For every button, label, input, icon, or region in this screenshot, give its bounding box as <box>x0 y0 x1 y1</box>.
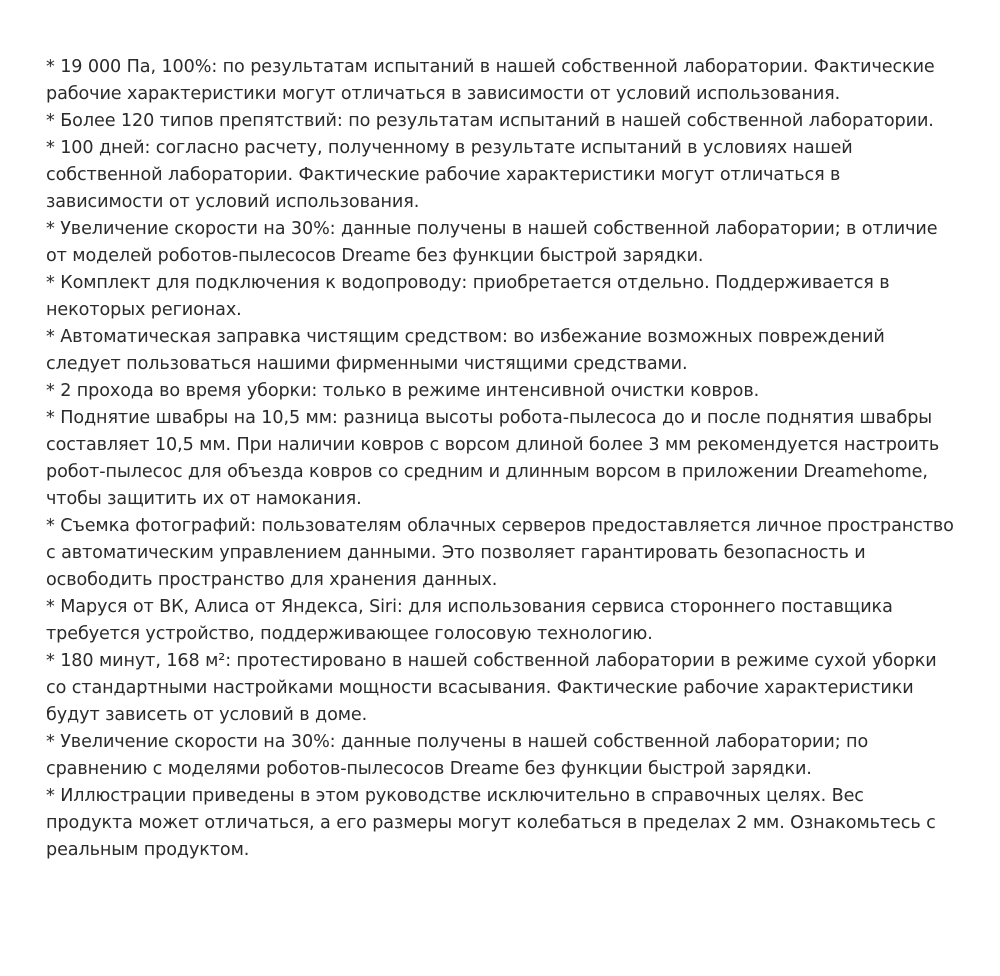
footnote-auto-detergent: * Автоматическая заправка чистящим средством: во избежание возможных повреждений следует пользоваться нашими фирменными чистящими средствами. <box>46 327 885 374</box>
footnote-voice-assistants: * Маруся от ВК, Алиса от Яндекса, Siri: для использования сервиса стороннего поставщика требуется устройство, поддерживающее голосовую технологию. <box>46 597 893 644</box>
footnote-runtime-area: * 180 минут, 168 м²: протестировано в нашей собственной лаборатории в режиме сухой уборки со стандартными настройками мощности всасывания. Фактические рабочие характеристики будут зависеть от условий в доме. <box>46 651 937 725</box>
footnote-mop-lift: * Поднятие швабры на 10,5 мм: разница высоты робота-пылесоса до и после поднятия швабры составляет 10,5 мм. При наличии ковров с ворсом длиной более 3 мм рекомендуется настроить робот-пылесос для объезда ковров со средним и длинным ворсом в приложении Dreamehome, чтобы защитить их от намокания. <box>46 408 940 509</box>
footnote-photo-capture: * Съемка фотографий: пользователям облачных серверов предоставляется личное пространство с автоматическим управлением данными. Это позволяет гарантировать безопасность и освободить пространство для хранения данных. <box>46 516 954 590</box>
footnote-two-passes: * 2 прохода во время уборки: только в режиме интенсивной очистки ковров. <box>46 381 760 401</box>
footnote-illustrations: * Иллюстрации приведены в этом руководстве исключительно в справочных целях. Вес продукта может отличаться, а его размеры могут колебаться в пределах 2 мм. Ознакомьтесь с реальным продуктом. <box>46 786 936 860</box>
footnote-speed-increase-2: * Увеличение скорости на 30%: данные получены в нашей собственной лаборатории; по сравнению с моделями роботов-пылесосов Dreame без функции быстрой зарядки. <box>46 732 869 779</box>
footnote-100-days: * 100 дней: согласно расчету, полученному в результате испытаний в условиях нашей собственной лаборатории. Фактические рабочие характеристики могут отличаться в зависимости от условий использования. <box>46 138 853 212</box>
footnote-suction-power: * 19 000 Па, 100%: по результатам испытаний в нашей собственной лаборатории. Фактические рабочие характеристики могут отличаться в зависимости от условий использования. <box>46 57 935 104</box>
footnotes-list <box>46 54 956 864</box>
footnote-speed-increase: * Увеличение скорости на 30%: данные получены в нашей собственной лаборатории; в отличие от моделей роботов-пылесосов Dreame без функции быстрой зарядки. <box>46 219 938 266</box>
footnote-obstacle-types: * Более 120 типов препятствий: по результатам испытаний в нашей собственной лаборатории. <box>46 111 934 131</box>
footnote-water-kit: * Комплект для подключения к водопроводу: приобретается отдельно. Поддерживается в некоторых регионах. <box>46 273 890 320</box>
